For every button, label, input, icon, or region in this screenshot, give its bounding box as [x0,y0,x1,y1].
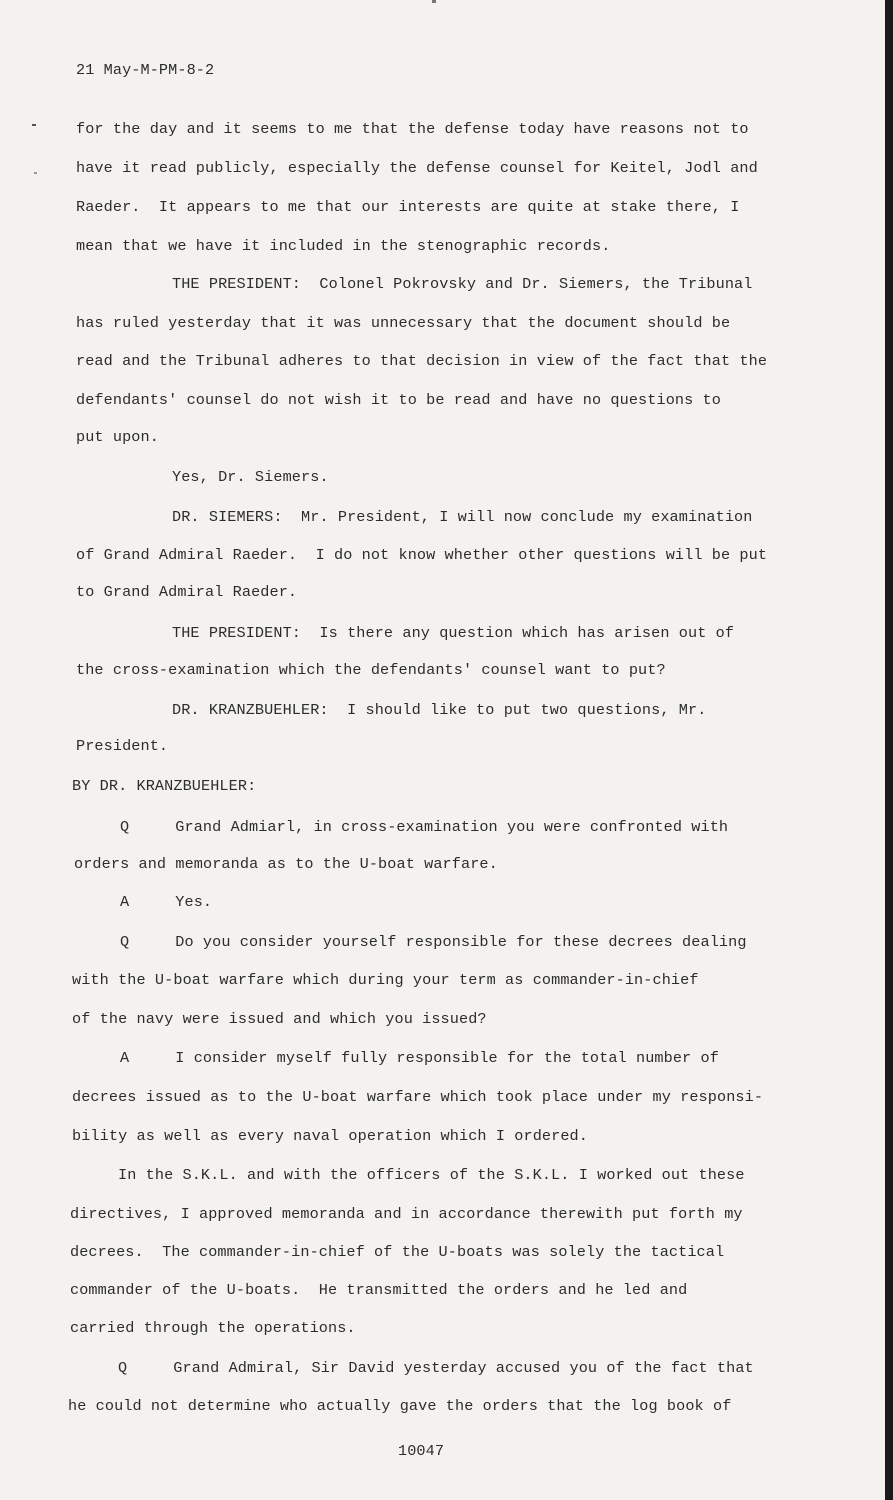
text-line: defendants' counsel do not wish it to be read and have no questions to [76,391,721,409]
section-heading: BY DR. KRANZBUEHLER: [72,777,257,795]
question-line: Q Do you consider yourself responsible for these decrees dealing [120,933,747,951]
speaker-line: THE PRESIDENT: Is there any question which has arisen out of [172,624,735,642]
text-line: Yes, Dr. Siemers. [172,468,329,486]
header-reference: 21 May-M-PM-8-2 [76,61,215,79]
text-line: decrees issued as to the U-boat warfare which took place under my responsi- [72,1088,764,1106]
text-line: put upon. [76,428,159,446]
text-line: Raeder. It appears to me that our interests are quite at stake there, I [76,198,740,216]
question-line: Q Grand Admiarl, in cross-examination you were confronted with [120,818,729,836]
text-line: carried through the operations. [70,1319,356,1337]
text-line: with the U-boat warfare which during your term as commander-in-chief [72,971,699,989]
question-line: Q Grand Admiral, Sir David yesterday accused you of the fact that [118,1359,754,1377]
paper-speck [432,0,436,3]
text-line: bility as well as every naval operation which I ordered. [72,1127,588,1145]
text-line: President. [76,737,169,755]
text-line: directives, I approved memoranda and in accordance therewith put forth my [70,1205,743,1223]
margin-mark [34,172,37,174]
text-line: mean that we have it included in the stenographic records. [76,237,611,255]
speaker-line: DR. KRANZBUEHLER: I should like to put two questions, Mr. [172,701,707,719]
text-line: read and the Tribunal adheres to that decision in view of the fact that the [76,352,768,370]
text-line: the cross-examination which the defendants' counsel want to put? [76,661,666,679]
speaker-line: DR. SIEMERS: Mr. President, I will now conclude my examination [172,508,753,526]
text-line: for the day and it seems to me that the defense today have reasons not to [76,120,749,138]
text-line: have it read publicly, especially the defense counsel for Keitel, Jodl and [76,159,758,177]
speaker-line: THE PRESIDENT: Colonel Pokrovsky and Dr. Siemers, the Tribunal [172,275,753,293]
answer-line: A I consider myself fully responsible for the total number of [120,1049,719,1067]
text-line: orders and memoranda as to the U-boat warfare. [74,855,498,873]
text-line: has ruled yesterday that it was unnecessary that the document should be [76,314,731,332]
text-line: to Grand Admiral Raeder. [76,583,298,601]
page-number: 10047 [398,1442,445,1460]
text-line: In the S.K.L. and with the officers of the S.K.L. I worked out these [118,1166,745,1184]
text-line: of Grand Admiral Raeder. I do not know whether other questions will be put [76,546,768,564]
text-line: of the navy were issued and which you issued? [72,1010,487,1028]
text-line: commander of the U-boats. He transmitted the orders and he led and [70,1281,688,1299]
answer-line: A Yes. [120,893,213,911]
text-line: decrees. The commander-in-chief of the U-boats was solely the tactical [70,1243,725,1261]
text-line: he could not determine who actually gave the orders that the log book of [68,1397,732,1415]
margin-mark [32,124,36,126]
